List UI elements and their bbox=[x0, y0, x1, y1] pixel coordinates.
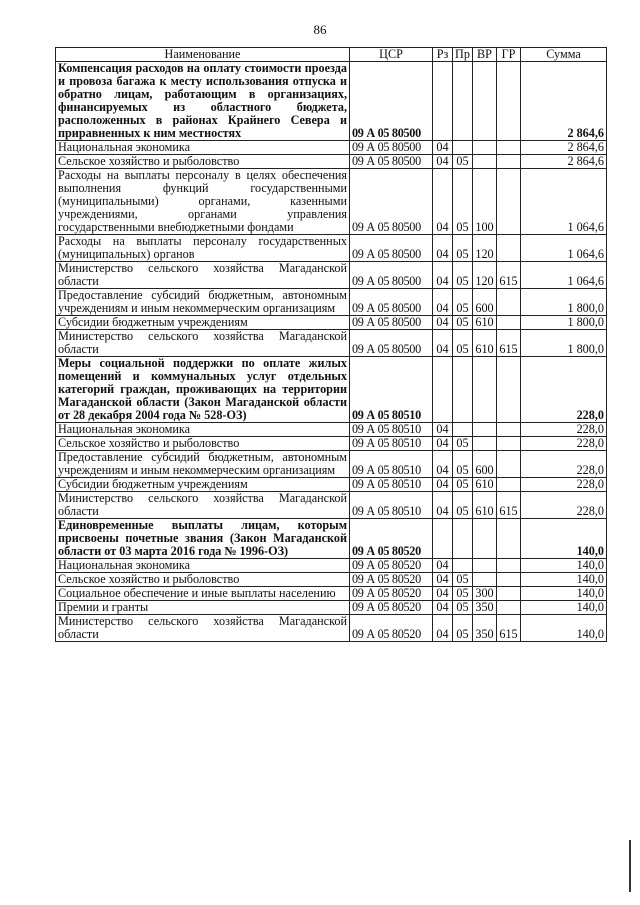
cell-rz: 04 bbox=[433, 437, 453, 451]
cell-pr bbox=[453, 141, 473, 155]
cell-csr: 09 А 05 80500 bbox=[350, 330, 433, 357]
cell-pr bbox=[453, 62, 473, 141]
table-header-row bbox=[56, 48, 607, 62]
page-number: 86 bbox=[313, 22, 327, 37]
cell-csr: 09 А 05 80500 bbox=[350, 262, 433, 289]
cell-vr: 100 bbox=[473, 169, 497, 235]
cell-rz: 04 bbox=[433, 155, 453, 169]
header-name: Наименование bbox=[56, 48, 350, 62]
cell-sum: 140,0 bbox=[521, 615, 607, 642]
cell-sum: 228,0 bbox=[521, 423, 607, 437]
cell-csr: 09 А 05 80510 bbox=[350, 478, 433, 492]
table-row bbox=[56, 559, 607, 573]
cell-pr: 05 bbox=[453, 492, 473, 519]
cell-gr bbox=[497, 601, 521, 615]
cell-gr bbox=[497, 235, 521, 262]
cell-sum: 1 064,6 bbox=[521, 235, 607, 262]
cell-vr bbox=[473, 155, 497, 169]
cell-pr: 05 bbox=[453, 169, 473, 235]
cell-rz: 04 bbox=[433, 289, 453, 316]
cell-vr bbox=[473, 62, 497, 141]
table-row bbox=[56, 478, 607, 492]
table-row bbox=[56, 587, 607, 601]
cell-rz: 04 bbox=[433, 262, 453, 289]
table-row bbox=[56, 451, 607, 478]
table-row bbox=[56, 423, 607, 437]
cell-csr: 09 А 05 80520 bbox=[350, 573, 433, 587]
header-csr: ЦСР bbox=[350, 48, 433, 62]
cell-gr bbox=[497, 437, 521, 451]
cell-rz: 04 bbox=[433, 615, 453, 642]
cell-pr bbox=[453, 559, 473, 573]
cell-gr: 615 bbox=[497, 615, 521, 642]
cell-name: Сельское хозяйство и рыболовство bbox=[56, 437, 350, 451]
cell-vr: 600 bbox=[473, 451, 497, 478]
cell-sum: 140,0 bbox=[521, 573, 607, 587]
cell-sum: 140,0 bbox=[521, 519, 607, 559]
cell-rz: 04 bbox=[433, 559, 453, 573]
table-body bbox=[56, 62, 607, 642]
table-row bbox=[56, 437, 607, 451]
cell-gr: 615 bbox=[497, 492, 521, 519]
cell-name: Министерство сельского хозяйства Магаданской области bbox=[56, 262, 350, 289]
cell-vr: 120 bbox=[473, 235, 497, 262]
cell-name: Единовременные выплаты лицам, которым присвоены почетные звания (Закон Магаданской области от 03 марта 2016 года № 1996-ОЗ) bbox=[56, 519, 350, 559]
table-row bbox=[56, 316, 607, 330]
cell-pr: 05 bbox=[453, 573, 473, 587]
cell-csr: 09 А 05 80520 bbox=[350, 587, 433, 601]
cell-name: Субсидии бюджетным учреждениям bbox=[56, 316, 350, 330]
scan-edge-mark bbox=[629, 840, 631, 892]
cell-rz: 04 bbox=[433, 478, 453, 492]
cell-csr: 09 А 05 80520 bbox=[350, 615, 433, 642]
cell-rz: 04 bbox=[433, 587, 453, 601]
cell-gr bbox=[497, 289, 521, 316]
cell-gr bbox=[497, 559, 521, 573]
header-rz: Рз bbox=[433, 48, 453, 62]
cell-csr: 09 А 05 80520 bbox=[350, 519, 433, 559]
table-row bbox=[56, 262, 607, 289]
table-row bbox=[56, 601, 607, 615]
cell-rz: 04 bbox=[433, 601, 453, 615]
cell-gr bbox=[497, 519, 521, 559]
cell-name: Министерство сельского хозяйства Магаданской области bbox=[56, 615, 350, 642]
table-row bbox=[56, 330, 607, 357]
cell-csr: 09 А 05 80500 bbox=[350, 141, 433, 155]
cell-sum: 2 864,6 bbox=[521, 141, 607, 155]
table-row bbox=[56, 289, 607, 316]
cell-rz: 04 bbox=[433, 316, 453, 330]
cell-rz: 04 bbox=[433, 235, 453, 262]
cell-pr: 05 bbox=[453, 289, 473, 316]
cell-sum: 228,0 bbox=[521, 492, 607, 519]
cell-rz: 04 bbox=[433, 492, 453, 519]
cell-vr: 610 bbox=[473, 330, 497, 357]
cell-name: Национальная экономика bbox=[56, 141, 350, 155]
cell-rz bbox=[433, 357, 453, 423]
cell-csr: 09 А 05 80510 bbox=[350, 423, 433, 437]
cell-sum: 140,0 bbox=[521, 587, 607, 601]
cell-pr: 05 bbox=[453, 451, 473, 478]
cell-vr: 610 bbox=[473, 478, 497, 492]
cell-csr: 09 А 05 80520 bbox=[350, 559, 433, 573]
cell-csr: 09 А 05 80510 bbox=[350, 451, 433, 478]
cell-pr bbox=[453, 357, 473, 423]
cell-pr: 05 bbox=[453, 601, 473, 615]
cell-pr: 05 bbox=[453, 615, 473, 642]
cell-gr bbox=[497, 451, 521, 478]
cell-csr: 09 А 05 80510 bbox=[350, 437, 433, 451]
cell-vr bbox=[473, 141, 497, 155]
cell-name: Предоставление субсидий бюджетным, автономным учреждениям и иным некоммерческим организациям bbox=[56, 451, 350, 478]
cell-rz: 04 bbox=[433, 169, 453, 235]
cell-vr: 610 bbox=[473, 492, 497, 519]
cell-name: Расходы на выплаты персоналу в целях обеспечения выполнения функций государственными (муниципальными) органами, казенными учреждениями, органами управления государственными внебюджетными фондами bbox=[56, 169, 350, 235]
cell-name: Меры социальной поддержки по оплате жилых помещений и коммунальных услуг отдельных категорий граждан, проживающих на территории Магаданской области (Закон Магаданской области от 28 декабря 2004 года № 528-ОЗ) bbox=[56, 357, 350, 423]
cell-name: Социальное обеспечение и иные выплаты населению bbox=[56, 587, 350, 601]
header-pr: Пр bbox=[453, 48, 473, 62]
cell-pr bbox=[453, 519, 473, 559]
cell-pr: 05 bbox=[453, 437, 473, 451]
cell-sum: 1 800,0 bbox=[521, 289, 607, 316]
cell-gr bbox=[497, 316, 521, 330]
cell-csr: 09 А 05 80500 bbox=[350, 235, 433, 262]
cell-gr bbox=[497, 155, 521, 169]
cell-pr: 05 bbox=[453, 235, 473, 262]
cell-gr bbox=[497, 573, 521, 587]
table-row bbox=[56, 615, 607, 642]
cell-csr: 09 А 05 80500 bbox=[350, 316, 433, 330]
cell-name: Сельское хозяйство и рыболовство bbox=[56, 573, 350, 587]
header-sum: Сумма bbox=[521, 48, 607, 62]
cell-name: Субсидии бюджетным учреждениям bbox=[56, 478, 350, 492]
cell-csr: 09 А 05 80510 bbox=[350, 492, 433, 519]
cell-name: Национальная экономика bbox=[56, 423, 350, 437]
cell-pr: 05 bbox=[453, 330, 473, 357]
cell-sum: 228,0 bbox=[521, 357, 607, 423]
cell-sum: 228,0 bbox=[521, 451, 607, 478]
table-row bbox=[56, 573, 607, 587]
cell-rz bbox=[433, 62, 453, 141]
cell-sum: 1 800,0 bbox=[521, 316, 607, 330]
cell-name: Премии и гранты bbox=[56, 601, 350, 615]
cell-gr bbox=[497, 587, 521, 601]
table-row bbox=[56, 169, 607, 235]
cell-csr: 09 А 05 80520 bbox=[350, 601, 433, 615]
budget-table bbox=[55, 47, 607, 642]
cell-gr: 615 bbox=[497, 262, 521, 289]
cell-name: Сельское хозяйство и рыболовство bbox=[56, 155, 350, 169]
cell-gr bbox=[497, 62, 521, 141]
cell-rz: 04 bbox=[433, 423, 453, 437]
cell-sum: 1 064,6 bbox=[521, 262, 607, 289]
cell-gr bbox=[497, 357, 521, 423]
cell-vr bbox=[473, 423, 497, 437]
cell-name: Расходы на выплаты персоналу государственных (муниципальных) органов bbox=[56, 235, 350, 262]
table-row bbox=[56, 62, 607, 141]
cell-rz: 04 bbox=[433, 573, 453, 587]
cell-vr: 350 bbox=[473, 601, 497, 615]
cell-gr bbox=[497, 141, 521, 155]
cell-vr bbox=[473, 519, 497, 559]
cell-vr bbox=[473, 437, 497, 451]
cell-vr: 610 bbox=[473, 316, 497, 330]
cell-name: Предоставление субсидий бюджетным, автономным учреждениям и иным некоммерческим организациям bbox=[56, 289, 350, 316]
cell-sum: 228,0 bbox=[521, 478, 607, 492]
cell-pr: 05 bbox=[453, 587, 473, 601]
cell-sum: 1 064,6 bbox=[521, 169, 607, 235]
cell-gr bbox=[497, 478, 521, 492]
cell-sum: 140,0 bbox=[521, 601, 607, 615]
cell-rz bbox=[433, 519, 453, 559]
cell-rz: 04 bbox=[433, 141, 453, 155]
cell-vr: 350 bbox=[473, 615, 497, 642]
cell-rz: 04 bbox=[433, 330, 453, 357]
cell-sum: 2 864,6 bbox=[521, 155, 607, 169]
cell-vr: 120 bbox=[473, 262, 497, 289]
cell-csr: 09 А 05 80500 bbox=[350, 289, 433, 316]
cell-rz: 04 bbox=[433, 451, 453, 478]
cell-vr: 600 bbox=[473, 289, 497, 316]
cell-vr bbox=[473, 559, 497, 573]
cell-sum: 140,0 bbox=[521, 559, 607, 573]
cell-pr: 05 bbox=[453, 316, 473, 330]
cell-vr: 300 bbox=[473, 587, 497, 601]
cell-gr bbox=[497, 423, 521, 437]
table-row bbox=[56, 492, 607, 519]
cell-sum: 2 864,6 bbox=[521, 62, 607, 141]
cell-vr bbox=[473, 573, 497, 587]
cell-gr bbox=[497, 169, 521, 235]
table-row bbox=[56, 141, 607, 155]
cell-pr: 05 bbox=[453, 155, 473, 169]
cell-sum: 228,0 bbox=[521, 437, 607, 451]
cell-csr: 09 А 05 80500 bbox=[350, 155, 433, 169]
table-row bbox=[56, 357, 607, 423]
header-gr: ГР bbox=[497, 48, 521, 62]
cell-name: Министерство сельского хозяйства Магаданской области bbox=[56, 492, 350, 519]
cell-csr: 09 А 05 80510 bbox=[350, 357, 433, 423]
table-row bbox=[56, 519, 607, 559]
cell-pr: 05 bbox=[453, 478, 473, 492]
cell-sum: 1 800,0 bbox=[521, 330, 607, 357]
header-vr: ВР bbox=[473, 48, 497, 62]
cell-name: Национальная экономика bbox=[56, 559, 350, 573]
table-row bbox=[56, 235, 607, 262]
cell-name: Министерство сельского хозяйства Магаданской области bbox=[56, 330, 350, 357]
table-row bbox=[56, 155, 607, 169]
cell-vr bbox=[473, 357, 497, 423]
cell-pr bbox=[453, 423, 473, 437]
cell-name: Компенсация расходов на оплату стоимости проезда и провоза багажа к месту использования отпуска и обратно лицам, работающим в организациях, финансируемых из областного бюджета, расположенных в районах Крайнего Севера и приравненных к ним местностях bbox=[56, 62, 350, 141]
cell-pr: 05 bbox=[453, 262, 473, 289]
cell-csr: 09 А 05 80500 bbox=[350, 169, 433, 235]
cell-csr: 09 А 05 80500 bbox=[350, 62, 433, 141]
cell-gr: 615 bbox=[497, 330, 521, 357]
